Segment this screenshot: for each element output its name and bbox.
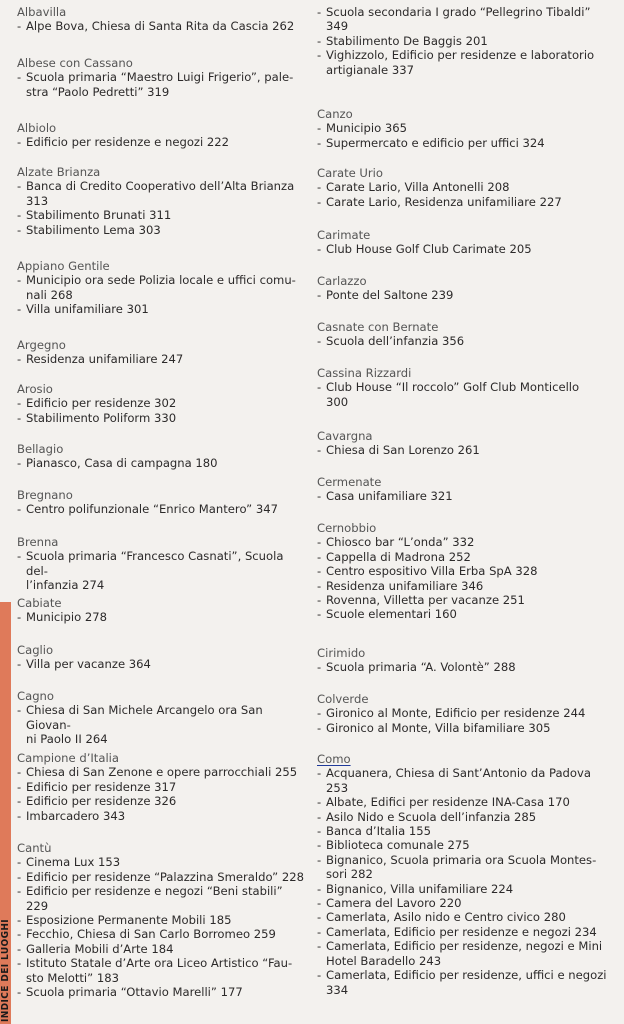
- item-text: Chiesa di San Lorenzo 261: [326, 443, 480, 458]
- index-entry: [17, 689, 309, 747]
- item-dash: -: [17, 956, 22, 971]
- place-name: Carimate: [317, 228, 371, 242]
- item-dash: -: [17, 985, 22, 1000]
- index-item: [317, 810, 619, 824]
- item-dash: -: [17, 913, 22, 928]
- index-entry: [317, 274, 619, 303]
- item-dash: -: [317, 288, 322, 303]
- index-entry: [17, 165, 309, 237]
- item-text: Stabilimento De Baggis 201: [326, 33, 488, 48]
- item-text: Camerlata, Edificio per residenze, negozi e Mini Hotel Baradello 243: [326, 939, 603, 968]
- item-dash: -: [317, 795, 322, 810]
- index-item: [317, 706, 619, 720]
- item-text: Gironico al Monte, Edificio per residenze 244: [326, 706, 586, 721]
- item-dash: -: [317, 720, 322, 735]
- item-text: Edificio per residenze e negozi “Beni stabili” 229: [26, 884, 283, 913]
- item-dash: -: [17, 410, 22, 425]
- item-text: Bignanico, Villa unifamiliare 224: [326, 881, 514, 896]
- item-text: Scuola primaria “A. Volontè” 288: [326, 660, 516, 675]
- item-dash: -: [317, 334, 322, 349]
- place-name: Caglio: [17, 643, 54, 657]
- item-dash: -: [317, 443, 322, 458]
- index-item: [17, 19, 309, 33]
- index-item: [17, 396, 309, 410]
- item-dash: -: [17, 869, 22, 884]
- item-dash: -: [17, 549, 22, 564]
- item-dash: -: [317, 809, 322, 824]
- index-item: [17, 703, 309, 746]
- index-item: [17, 549, 309, 592]
- index-entry: [317, 646, 619, 675]
- index-item: [17, 179, 309, 208]
- item-text: Camera del Lavoro 220: [326, 896, 462, 911]
- place-name: Bregnano: [17, 488, 73, 502]
- item-text: Club House “Il roccolo” Golf Club Monticello 300: [326, 380, 580, 409]
- item-text: Cappella di Madrona 252: [326, 549, 471, 564]
- index-item: [317, 910, 619, 924]
- item-dash: -: [317, 489, 322, 504]
- item-text: Casa unifamiliare 321: [326, 489, 453, 504]
- item-text: Edificio per residenze e negozi 222: [26, 135, 230, 150]
- index-item: [317, 48, 619, 77]
- item-text: Scuole elementari 160: [326, 607, 457, 622]
- index-entry: [17, 259, 309, 317]
- item-text: Villa per vacanze 364: [26, 657, 151, 672]
- item-text: Municipio 278: [26, 610, 108, 625]
- item-text: Chiesa di San Zenone e opere parrocchiali 255: [26, 765, 298, 780]
- index-item: [317, 564, 619, 578]
- item-dash: -: [317, 33, 322, 48]
- item-text: Asilo Nido e Scuola dell’infanzia 285: [326, 809, 537, 824]
- index-item: [17, 794, 309, 808]
- index-item: [317, 121, 619, 135]
- index-item: [317, 882, 619, 896]
- item-text: Scuola secondaria I grado “Pellegrino Tibaldi” 349: [326, 5, 591, 34]
- index-entry: [17, 535, 309, 593]
- item-dash: -: [317, 766, 322, 781]
- index-entry: [17, 488, 309, 517]
- index-item: [317, 824, 619, 838]
- index-item: [17, 884, 309, 913]
- item-text: Rovenna, Villetta per vacanze 251: [326, 593, 525, 608]
- item-text: Pianasco, Casa di campagna 180: [26, 456, 218, 471]
- item-text: Edificio per residenze 317: [26, 779, 177, 794]
- item-text: Stabilimento Brunati 311: [26, 208, 172, 223]
- item-dash: -: [317, 535, 322, 550]
- place-name: Arosio: [17, 382, 53, 396]
- index-item: [317, 795, 619, 809]
- item-dash: -: [317, 910, 322, 925]
- index-item: [317, 443, 619, 457]
- item-text: Galleria Mobili d’Arte 184: [26, 941, 174, 956]
- item-text: Stabilimento Lema 303: [26, 222, 161, 237]
- item-dash: -: [317, 549, 322, 564]
- item-text: Centro polifunzionale “Enrico Mantero” 347: [26, 502, 278, 517]
- place-name: Cirimido: [317, 646, 366, 660]
- item-dash: -: [17, 179, 22, 194]
- item-dash: -: [317, 939, 322, 954]
- item-dash: -: [17, 208, 22, 223]
- place-name: Cavargna: [317, 429, 373, 443]
- item-dash: -: [317, 607, 322, 622]
- place-name: Bellagio: [17, 442, 64, 456]
- index-item: [17, 223, 309, 237]
- index-entry: [17, 841, 309, 999]
- index-item: [17, 302, 309, 316]
- index-item: [317, 34, 619, 48]
- item-dash: -: [17, 855, 22, 870]
- item-text: Banca di Credito Cooperativo dell’Alta Brianza 313: [26, 179, 295, 208]
- place-name: Carlazzo: [317, 274, 367, 288]
- index-entry: [17, 56, 309, 99]
- item-dash: -: [17, 302, 22, 317]
- index-item: [17, 985, 309, 999]
- index-item: [17, 135, 309, 149]
- item-text: Camerlata, Asilo nido e Centro civico 280: [326, 910, 566, 925]
- item-dash: -: [17, 502, 22, 517]
- item-dash: -: [17, 657, 22, 672]
- place-name: Brenna: [17, 535, 59, 549]
- index-entry: [17, 596, 309, 625]
- item-text: Scuola primaria “Maestro Luigi Frigerio”, pale- stra “Paolo Pedretti” 319: [26, 70, 294, 99]
- item-dash: -: [317, 135, 322, 150]
- index-item: [17, 657, 309, 671]
- item-dash: -: [317, 824, 322, 839]
- index-entry: [17, 382, 309, 425]
- place-name: Colverde: [317, 692, 369, 706]
- place-name: Albese con Cassano: [17, 56, 133, 70]
- item-text: Municipio ora sede Polizia locale e uffici comu- nali 268: [26, 273, 296, 302]
- index-entry: [317, 692, 619, 735]
- item-text: Camerlata, Edificio per residenze e negozi 234: [326, 924, 597, 939]
- item-text: Chiosco bar “L’onda” 332: [326, 535, 475, 550]
- item-dash: -: [317, 706, 322, 721]
- item-text: Bignanico, Scuola primaria ora Scuola Montes- sori 282: [326, 852, 597, 882]
- item-text: Edificio per residenze 326: [26, 794, 177, 809]
- item-dash: -: [317, 578, 322, 593]
- index-item: [317, 136, 619, 150]
- item-dash: -: [317, 896, 322, 911]
- item-dash: -: [17, 927, 22, 942]
- index-item: [17, 70, 309, 99]
- index-item: [17, 352, 309, 366]
- item-dash: -: [317, 5, 322, 19]
- index-item: [317, 968, 619, 997]
- index-item: [317, 721, 619, 735]
- item-text: Esposizione Permanente Mobili 185: [26, 913, 232, 928]
- index-item: [317, 334, 619, 348]
- index-item: [317, 838, 619, 852]
- index-entry: [17, 643, 309, 672]
- item-text: Vighizzolo, Edificio per residenze e laboratorio artigianale 337: [326, 48, 595, 77]
- index-entry: [317, 521, 619, 622]
- item-dash: -: [317, 121, 322, 136]
- place-name: Campione d’Italia: [17, 751, 119, 765]
- item-dash: -: [317, 194, 322, 209]
- index-item: [317, 607, 619, 621]
- item-dash: -: [317, 881, 322, 896]
- item-dash: -: [17, 884, 22, 899]
- index-entry: [317, 752, 619, 997]
- item-dash: -: [317, 48, 322, 63]
- item-dash: -: [317, 924, 322, 939]
- item-text: Ponte del Saltone 239: [326, 288, 454, 303]
- item-text: Banca d’Italia 155: [326, 824, 432, 839]
- place-name: Casnate con Bernate: [317, 320, 439, 334]
- index-item: [17, 855, 309, 869]
- index-item: [317, 195, 619, 209]
- index-item: [17, 942, 309, 956]
- item-dash: -: [17, 396, 22, 411]
- item-dash: -: [17, 808, 22, 823]
- item-dash: -: [17, 765, 22, 780]
- index-entry: [317, 166, 619, 209]
- item-text: Stabilimento Poliform 330: [26, 410, 177, 425]
- index-item: [17, 927, 309, 941]
- index-item: [317, 380, 619, 409]
- index-entry: [17, 121, 309, 150]
- item-dash: -: [317, 564, 322, 579]
- place-name: Cernobbio: [317, 521, 377, 535]
- index-entry: [317, 5, 619, 77]
- place-name: Cassina Rizzardi: [317, 366, 412, 380]
- index-item: [317, 593, 619, 607]
- place-name: Carate Urio: [317, 166, 384, 180]
- item-text: Club House Golf Club Carimate 205: [326, 242, 532, 257]
- index-item: [317, 939, 619, 968]
- index-item: [17, 456, 309, 470]
- item-dash: -: [17, 456, 22, 471]
- place-name: Alzate Brianza: [17, 165, 101, 179]
- index-entry: [17, 442, 309, 471]
- index-item: [317, 853, 619, 882]
- index-item: [317, 242, 619, 256]
- index-entry: [17, 751, 309, 823]
- index-item: [17, 870, 309, 884]
- item-dash: -: [17, 222, 22, 237]
- item-text: Acquanera, Chiesa di Sant’Antonio da Padova 253: [326, 766, 591, 795]
- index-entry: [317, 475, 619, 504]
- item-text: Alpe Bova, Chiesa di Santa Rita da Cascia 262: [26, 19, 295, 34]
- index-item: [17, 273, 309, 302]
- item-text: Chiesa di San Michele Arcangelo ora San Giovan- ni Paolo II 264: [26, 703, 263, 747]
- place-name: Cermenate: [317, 475, 382, 489]
- item-text: Scuola primaria “Francesco Casnati”, Scuola del- l’infanzia 274: [26, 549, 284, 593]
- item-dash: -: [317, 242, 322, 257]
- index-item: [317, 180, 619, 194]
- index-item: [317, 550, 619, 564]
- place-name: Appiano Gentile: [17, 259, 110, 273]
- index-item: [17, 502, 309, 516]
- index-entry: [317, 107, 619, 150]
- place-name: Cagno: [17, 689, 55, 703]
- place-name: Argegno: [17, 338, 66, 352]
- place-name: Albavilla: [17, 5, 67, 19]
- item-text: Edificio per residenze “Palazzina Smeraldo” 228: [26, 869, 304, 884]
- index-item: [317, 579, 619, 593]
- place-name: Como: [317, 752, 351, 766]
- item-text: Scuola dell’infanzia 356: [326, 334, 465, 349]
- item-text: Biblioteca comunale 275: [326, 838, 470, 853]
- index-item: [317, 896, 619, 910]
- index-item: [317, 925, 619, 939]
- index-item: [317, 766, 619, 795]
- index-item: [317, 660, 619, 674]
- item-dash: -: [17, 941, 22, 956]
- item-dash: -: [17, 19, 22, 34]
- item-text: Villa unifamiliare 301: [26, 302, 149, 317]
- item-dash: -: [317, 593, 322, 608]
- item-dash: -: [17, 135, 22, 150]
- index-item: [317, 288, 619, 302]
- item-text: Fecchio, Chiesa di San Carlo Borromeo 259: [26, 927, 276, 942]
- item-text: Residenza unifamiliare 247: [26, 352, 184, 367]
- item-text: Carate Lario, Villa Antonelli 208: [326, 180, 510, 195]
- item-dash: -: [317, 838, 322, 853]
- item-text: Gironico al Monte, Villa bifamiliare 305: [326, 720, 551, 735]
- index-item: [17, 411, 309, 425]
- item-text: Supermercato e edificio per uffici 324: [326, 135, 545, 150]
- item-dash: -: [17, 70, 22, 85]
- place-name: Albiolo: [17, 121, 57, 135]
- item-text: Camerlata, Edificio per residenze, uffici e negozi 334: [326, 968, 607, 997]
- index-entry: [317, 429, 619, 458]
- index-item: [317, 489, 619, 503]
- item-text: Imbarcadero 343: [26, 808, 126, 823]
- item-text: Cinema Lux 153: [26, 855, 121, 870]
- index-item: [17, 765, 309, 779]
- item-dash: -: [317, 660, 322, 675]
- index-item: [317, 535, 619, 549]
- item-dash: -: [17, 273, 22, 288]
- index-item: [17, 610, 309, 624]
- index-item: [17, 809, 309, 823]
- index-item: [317, 5, 619, 34]
- item-text: Scuola primaria “Ottavio Marelli” 177: [26, 985, 243, 1000]
- index-entry: [17, 338, 309, 367]
- item-text: Carate Lario, Residenza unifamiliare 227: [326, 194, 562, 209]
- place-name: Cantù: [17, 841, 52, 855]
- item-dash: -: [17, 610, 22, 625]
- index-entry: [317, 320, 619, 349]
- item-text: Residenza unifamiliare 346: [326, 578, 484, 593]
- item-dash: -: [17, 794, 22, 809]
- index-item: [17, 913, 309, 927]
- index-item: [17, 956, 309, 985]
- item-dash: -: [317, 852, 322, 867]
- place-name: Canzo: [317, 107, 353, 121]
- item-dash: -: [17, 779, 22, 794]
- item-dash: -: [317, 380, 322, 395]
- item-dash: -: [317, 180, 322, 195]
- place-name: Cabiate: [17, 596, 62, 610]
- index-item: [17, 208, 309, 222]
- item-text: Albate, Edifici per residenze INA-Casa 170: [326, 795, 570, 810]
- item-dash: -: [317, 968, 322, 983]
- side-index-tab-label: INDICE DEI LUOGHI: [0, 918, 11, 1022]
- item-dash: -: [17, 352, 22, 367]
- item-text: Edificio per residenze 302: [26, 396, 177, 411]
- item-dash: -: [17, 703, 22, 718]
- item-text: Istituto Statale d’Arte ora Liceo Artistico “Fau- sto Melotti” 183: [26, 956, 293, 985]
- index-entry: [17, 5, 309, 34]
- item-text: Municipio 365: [326, 121, 408, 136]
- item-text: Centro espositivo Villa Erba SpA 328: [326, 564, 538, 579]
- index-entry: [317, 366, 619, 409]
- index-item: [17, 780, 309, 794]
- index-entry: [317, 228, 619, 257]
